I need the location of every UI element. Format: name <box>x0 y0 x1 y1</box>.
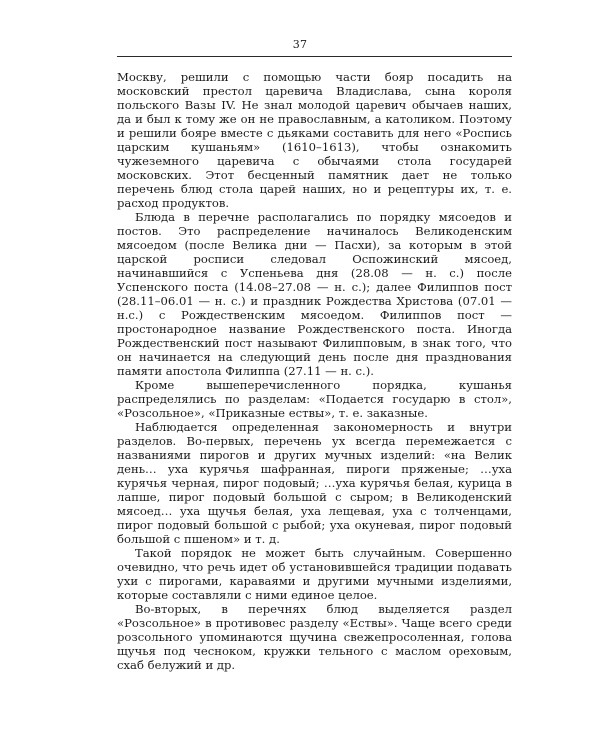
page-number: 37 <box>292 38 308 51</box>
paragraph-5: Такой порядок не может быть случайным. Совершенно очевидно, что речь идет об установившейся традиции подавать ухи с пирогами, караваями и другими мучными изделиями, которые составляли с ними единое целое. <box>117 546 512 602</box>
paragraph-2: Блюда в перечне располагались по порядку мясоедов и постов. Это распределение начиналось Великоденским мясоедом (после Велика дни — Пасхи), за которым в этой царской росписи следовал Оспожинский мясоед, начинавшийся с Успеньева дня (28.08 — н. с.) после Успенского поста (14.08–27.08 — н. с.); далее Филиппов пост (28.11–06.01 — н. с.) и праздник Рождества Христова (07.01 — н.с.) с Рождественским мясоедом. Филиппов пост — простонародное название Рождественского поста. Иногда Рождественский пост называют Филипповым, в знак того, что он начинается на следующий день после дня празднования памяти апостола Филиппа (27.11 — н. с.). <box>117 210 512 378</box>
paragraph-4: Наблюдается определенная закономерность и внутри разделов. Во-первых, перечень ух всегда перемежается с названиями пирогов и других мучных изделий: «на Велик день… уха курячья шафранная, пироги пряженые; …уха курячья черная, пирог подовый; …уха курячья белая, курица в лапше, пирог подовый большой с сыром; в Великоденский мясоед… уха щучья белая, уха лещевая, уха с толченцами, пирог подовый большой с рыбой; уха окуневая, пирог подовый большой с пшеном» и т. д. <box>117 420 512 546</box>
paragraph-6: Во-вторых, в перечнях блюд выделяется раздел «Розсольное» в противовес разделу «Ествы». Чаще всего среди розсольного упоминаются щучина свежепросоленная, голова щучья под чесноком, кружки тельного с маслом ореховым, схаб белужий и др. <box>117 602 512 672</box>
paragraph-1: Москву, решили с помощью части бояр посадить на московский престол царевича Владислава, сына короля польского Вазы IV. Не знал молодой царевич обычаев наших, да и был к тому же он не православным, а католиком. Поэтому и решили бояре вместе с дьяками составить для него «Роспись царским кушаньям» (1610–1613), чтобы ознакомить чужеземного царевича с обычаями стола государей московских. Этот бесценный памятник дает не только перечень блюд стола царей наших, но и рецептуры их, т. е. расход продуктов. <box>117 70 512 210</box>
paragraph-3: Кроме вышеперечисленного порядка, кушанья распределялись по разделам: «Подается государю в стол», «Розсольное», «Приказные ествы», т. е. заказные. <box>117 378 512 420</box>
body-text <box>117 70 512 672</box>
header-rule <box>117 56 512 57</box>
